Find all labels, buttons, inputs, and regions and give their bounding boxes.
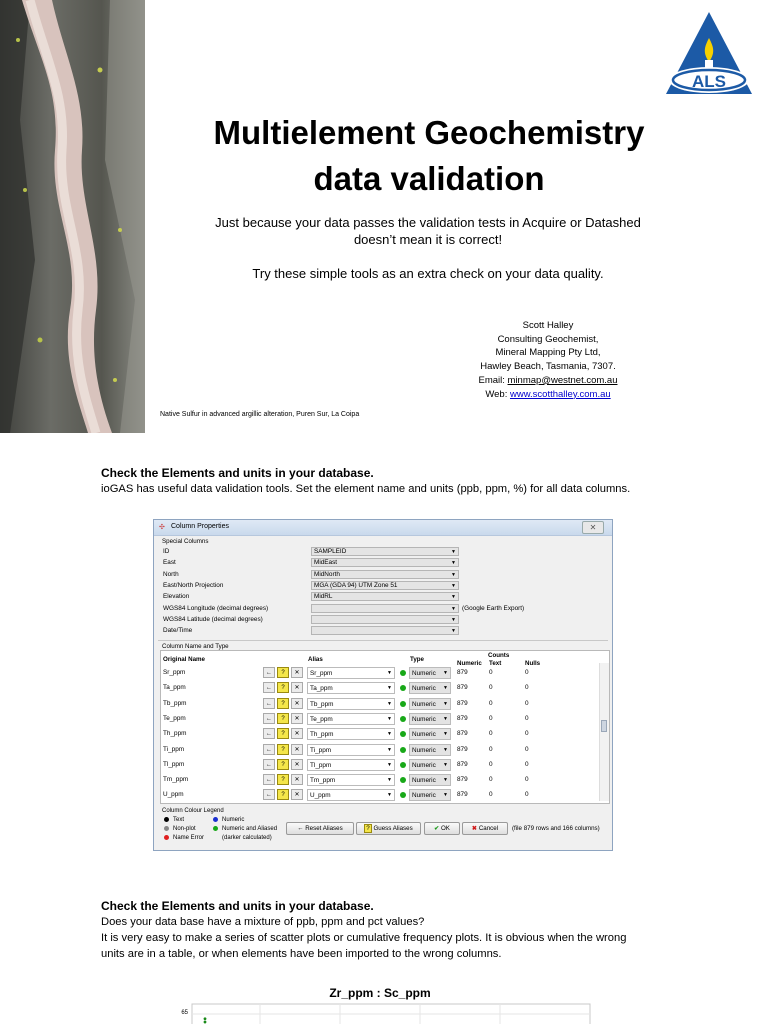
special-column-select[interactable]: MidRL ▼ [311, 592, 459, 601]
numeric-count: 879 [457, 700, 468, 707]
status-dot-icon [400, 762, 406, 768]
chart-title: Zr_ppm : Sc_ppm [290, 986, 470, 1000]
arrow-left-icon[interactable]: ← [263, 759, 275, 770]
original-name: Sr_ppm [163, 669, 185, 676]
text-count: 0 [489, 730, 493, 737]
column-properties-dialog [153, 519, 613, 851]
header-original: Original Name [163, 656, 205, 663]
numeric-count: 879 [457, 791, 468, 798]
cancel-button[interactable]: ✖ Cancel [462, 822, 508, 835]
arrow-left-icon[interactable]: ← [263, 698, 275, 709]
text-count: 0 [489, 669, 493, 676]
author-role: Consulting Geochemist, [438, 333, 658, 347]
status-dot-icon [400, 670, 406, 676]
dialog-title: Column Properties [171, 523, 229, 530]
special-column-label: East/North Projection [163, 582, 223, 589]
numeric-count: 879 [457, 715, 468, 722]
original-name: Tb_ppm [163, 700, 186, 707]
guess-icon[interactable]: ? [277, 774, 289, 785]
type-select[interactable]: Numeric ▼ [409, 774, 451, 786]
header-alias: Alias [308, 656, 323, 663]
special-column-select[interactable]: MGA (GDA 94) UTM Zone 51 ▼ [311, 581, 459, 590]
table-row [161, 727, 601, 742]
text-count: 0 [489, 684, 493, 691]
section-1-heading: Check the Elements and units in your database. [101, 465, 661, 481]
app-icon: ✣ [159, 523, 165, 531]
status-dot-icon [400, 777, 406, 783]
special-column-row [163, 615, 603, 625]
data-point [204, 1021, 207, 1024]
alias-select[interactable]: Ti_ppm ▼ [307, 744, 395, 756]
guess-icon[interactable]: ? [277, 759, 289, 770]
guess-icon[interactable]: ? [277, 667, 289, 678]
special-column-label: WGS84 Longitude (decimal degrees) [163, 605, 268, 612]
alias-select[interactable]: Sr_ppm ▼ [307, 667, 395, 679]
section-2-heading: Check the Elements and units in your database. [101, 898, 661, 914]
intro-line-2: doesn’t mean it is correct! [170, 231, 686, 248]
status-dot-icon [400, 792, 406, 798]
text-count: 0 [489, 700, 493, 707]
arrow-left-icon[interactable]: ← [263, 789, 275, 800]
section-2-body-3: units are in a table, or when elements have been imported to the wrong columns. [101, 946, 661, 962]
nulls-count: 0 [525, 791, 529, 798]
close-icon[interactable]: ✕ [582, 521, 604, 534]
special-column-row [163, 558, 603, 568]
clear-icon[interactable]: ✕ [291, 728, 303, 739]
special-column-label: North [163, 571, 179, 578]
header-numeric: Numeric [457, 660, 482, 667]
table-row [161, 743, 601, 758]
author-web-line [438, 388, 658, 402]
intro-text [170, 214, 686, 282]
section-2-body-2: It is very easy to make a series of scatter plots or cumulative frequency plots. It is obvious when the wrong [101, 930, 661, 946]
special-column-select[interactable] [311, 604, 459, 613]
alias-select[interactable]: Tm_ppm ▼ [307, 774, 395, 786]
ok-button[interactable]: ✔ OK [424, 822, 460, 835]
column-table [160, 650, 610, 804]
special-column-label: WGS84 Latitude (decimal degrees) [163, 616, 263, 623]
clear-icon[interactable]: ✕ [291, 713, 303, 724]
clear-icon[interactable]: ✕ [291, 789, 303, 800]
logo-text: ALS [692, 72, 726, 91]
email-link[interactable]: minmap@westnet.com.au [508, 375, 618, 386]
guess-icon[interactable]: ? [277, 789, 289, 800]
type-select[interactable]: Numeric ▼ [409, 682, 451, 694]
original-name: Ta_ppm [163, 684, 186, 691]
chart-svg [170, 1000, 600, 1024]
email-label: Email: [478, 375, 507, 386]
guess-icon[interactable]: ? [277, 682, 289, 693]
clear-icon[interactable]: ✕ [291, 682, 303, 693]
special-column-label: Elevation [163, 593, 189, 600]
title-line-2: data validation [150, 156, 708, 202]
text-count: 0 [489, 776, 493, 783]
table-row [161, 712, 601, 727]
original-name: Tm_ppm [163, 776, 188, 783]
nulls-count: 0 [525, 776, 529, 783]
header-type: Type [410, 656, 424, 663]
special-column-row [163, 581, 603, 591]
legend-title: Column Colour Legend [162, 808, 224, 814]
status-dot-icon [400, 731, 406, 737]
table-row [161, 788, 601, 803]
nulls-count: 0 [525, 684, 529, 691]
status-dot-icon [400, 716, 406, 722]
numeric-count: 879 [457, 730, 468, 737]
table-row [161, 773, 601, 788]
numeric-count: 879 [457, 761, 468, 768]
alias-select[interactable]: Th_ppm ▼ [307, 728, 395, 740]
clear-icon[interactable]: ✕ [291, 774, 303, 785]
column-group-label: Column Name and Type [162, 643, 229, 650]
alias-select[interactable]: Te_ppm ▼ [307, 713, 395, 725]
type-select[interactable]: Numeric ▼ [409, 698, 451, 710]
clear-icon[interactable]: ✕ [291, 667, 303, 678]
special-column-select[interactable]: SAMPLEID ▼ [311, 547, 459, 556]
nulls-count: 0 [525, 700, 529, 707]
guess-icon[interactable]: ? [277, 713, 289, 724]
original-name: Ti_ppm [163, 746, 184, 753]
legend-numeric-aliased: Numeric and Aliased [213, 826, 277, 832]
file-status: (file 879 rows and 166 columns) [512, 825, 600, 832]
legend-name-error: Name Error [164, 835, 204, 841]
scatter-chart [170, 1000, 600, 1024]
original-name: Th_ppm [163, 730, 186, 737]
author-email-line [438, 374, 658, 388]
special-column-note: (Google Earth Export) [462, 605, 524, 612]
nulls-count: 0 [525, 715, 529, 722]
nulls-count: 0 [525, 761, 529, 768]
numeric-count: 879 [457, 669, 468, 676]
special-column-select[interactable] [311, 615, 459, 624]
nulls-count: 0 [525, 746, 529, 753]
section-2-body-1: Does your data base have a mixture of ppb, ppm and pct values? [101, 914, 661, 930]
special-column-select[interactable]: MidEast ▼ [311, 558, 459, 567]
arrow-left-icon[interactable]: ← [263, 667, 275, 678]
type-select[interactable]: Numeric ▼ [409, 789, 451, 801]
special-column-label: Date/Time [163, 627, 192, 634]
guess-aliases-button[interactable]: ? Guess Aliases [356, 822, 421, 835]
legend-nonplot: Non-plot [164, 826, 196, 832]
photo-caption: Native Sulfur in advanced argillic alteration, Puren Sur, La Coipa [160, 411, 359, 418]
special-column-label: ID [163, 548, 169, 555]
title-line-1: Multielement Geochemistry [150, 110, 708, 156]
author-name: Scott Halley [438, 319, 658, 333]
status-dot-icon [400, 685, 406, 691]
numeric-count: 879 [457, 776, 468, 783]
section-1 [101, 465, 661, 497]
header-nulls: Nulls [525, 660, 540, 667]
clear-icon[interactable]: ✕ [291, 698, 303, 709]
legend-numeric: Numeric [213, 817, 244, 823]
table-row [161, 666, 601, 681]
page-title [150, 110, 708, 202]
web-link[interactable]: www.scotthalley.com.au [510, 389, 611, 400]
reset-aliases-button[interactable]: ← Reset Aliases [286, 822, 354, 835]
arrow-left-icon[interactable]: ← [263, 682, 275, 693]
arrow-left-icon[interactable]: ← [263, 713, 275, 724]
arrow-left-icon[interactable]: ← [263, 728, 275, 739]
clear-icon[interactable]: ✕ [291, 759, 303, 770]
text-count: 0 [489, 791, 493, 798]
guess-icon[interactable]: ? [277, 728, 289, 739]
alias-select[interactable]: Tb_ppm ▼ [307, 698, 395, 710]
header-counts: Counts [488, 652, 509, 659]
type-select[interactable]: Numeric ▼ [409, 713, 451, 725]
alias-select[interactable]: Ta_ppm ▼ [307, 682, 395, 694]
author-block [438, 319, 658, 401]
author-address: Hawley Beach, Tasmania, 7307. [438, 360, 658, 374]
original-name: Tl_ppm [163, 761, 184, 768]
table-row [161, 681, 601, 696]
special-column-row [163, 604, 603, 614]
text-count: 0 [489, 746, 493, 753]
dialog-titlebar [154, 520, 612, 536]
section-1-body: ioGAS has useful data validation tools. Set the element name and units (ppb, ppm, %) for all data columns. [101, 481, 661, 497]
table-scrollbar[interactable] [599, 663, 609, 801]
author-company: Mineral Mapping Pty Ltd, [438, 346, 658, 360]
als-logo [664, 10, 754, 96]
type-select[interactable]: Numeric ▼ [409, 759, 451, 771]
y-tick-label: 65 [181, 1010, 188, 1016]
numeric-count: 879 [457, 746, 468, 753]
alias-select[interactable]: U_ppm ▼ [307, 789, 395, 801]
special-column-select[interactable]: MidNorth ▼ [311, 570, 459, 579]
special-column-label: East [163, 559, 176, 566]
type-select[interactable]: Numeric ▼ [409, 728, 451, 740]
status-dot-icon [400, 747, 406, 753]
numeric-count: 879 [457, 684, 468, 691]
legend-text: Text [164, 817, 184, 823]
guess-icon[interactable]: ? [277, 744, 289, 755]
type-select[interactable]: Numeric ▼ [409, 744, 451, 756]
special-column-select[interactable] [311, 626, 459, 635]
data-point [204, 1017, 207, 1020]
special-column-row [163, 592, 603, 602]
section-2 [101, 898, 661, 962]
web-label: Web: [485, 389, 510, 400]
guess-icon[interactable]: ? [277, 698, 289, 709]
status-dot-icon [400, 701, 406, 707]
arrow-left-icon[interactable]: ← [263, 744, 275, 755]
special-column-row [163, 570, 603, 580]
special-column-row [163, 626, 603, 636]
nulls-count: 0 [525, 669, 529, 676]
original-name: U_ppm [163, 791, 184, 798]
header-text: Text [489, 660, 501, 667]
intro-line-1: Just because your data passes the validation tests in Acquire or Datashed [170, 214, 686, 231]
text-count: 0 [489, 715, 493, 722]
intro-line-3: Try these simple tools as an extra check on your data quality. [170, 265, 686, 282]
original-name: Te_ppm [163, 715, 186, 722]
nulls-count: 0 [525, 730, 529, 737]
cover-photo [0, 0, 145, 433]
text-count: 0 [489, 761, 493, 768]
alias-select[interactable]: Tl_ppm ▼ [307, 759, 395, 771]
clear-icon[interactable]: ✕ [291, 744, 303, 755]
table-row [161, 697, 601, 712]
special-column-row [163, 547, 603, 557]
type-select[interactable]: Numeric ▼ [409, 667, 451, 679]
legend-darker: (darker calculated) [222, 835, 272, 841]
arrow-left-icon[interactable]: ← [263, 774, 275, 785]
table-row [161, 758, 601, 773]
special-columns-label: Special Columns [162, 538, 208, 545]
